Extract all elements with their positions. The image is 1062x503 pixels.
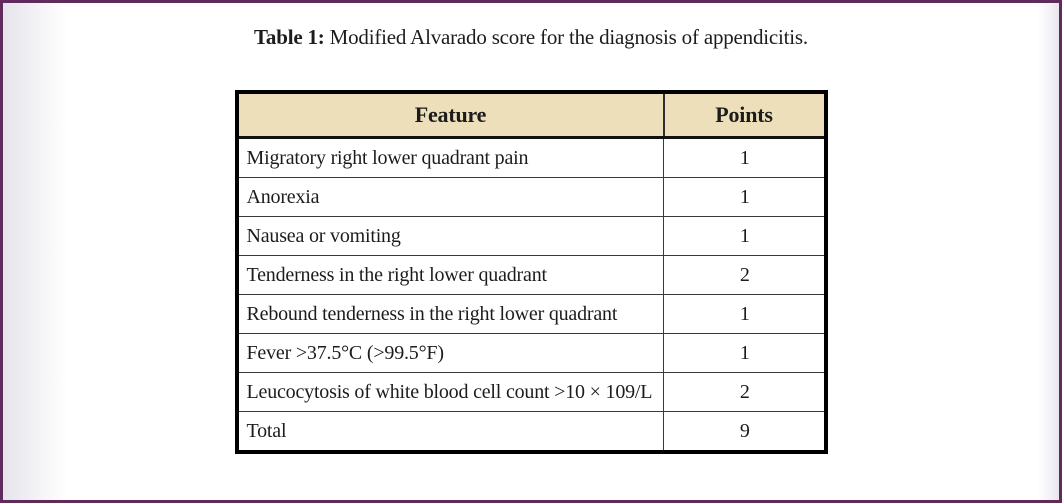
feature-cell: Total (237, 412, 664, 453)
table-row (237, 412, 826, 453)
column-header-feature: Feature (237, 92, 664, 138)
points-cell: 1 (664, 334, 826, 373)
points-cell: 1 (664, 138, 826, 178)
table-row (237, 373, 826, 412)
feature-cell: Fever >37.5°C (>99.5°F) (237, 334, 664, 373)
feature-cell: Migratory right lower quadrant pain (237, 138, 664, 178)
column-header-points: Points (664, 92, 826, 138)
feature-cell: Tenderness in the right lower quadrant (237, 256, 664, 295)
page-content (3, 25, 1059, 454)
table-row (237, 334, 826, 373)
table-header-row (237, 92, 826, 138)
points-cell: 1 (664, 178, 826, 217)
feature-cell: Nausea or vomiting (237, 217, 664, 256)
points-cell: 2 (664, 373, 826, 412)
feature-cell: Rebound tenderness in the right lower quadrant (237, 295, 664, 334)
points-cell: 1 (664, 217, 826, 256)
table-row (237, 256, 826, 295)
feature-cell: Anorexia (237, 178, 664, 217)
alvarado-score-table (235, 90, 828, 454)
table-row (237, 178, 826, 217)
table-caption (3, 25, 1059, 50)
table-row (237, 138, 826, 178)
table-caption-label: Table 1: (254, 25, 325, 49)
points-cell: 2 (664, 256, 826, 295)
feature-cell: Leucocytosis of white blood cell count >10 × 109/L (237, 373, 664, 412)
table-caption-text: Modified Alvarado score for the diagnosis of appendicitis. (324, 25, 808, 49)
points-cell: 1 (664, 295, 826, 334)
table-row (237, 217, 826, 256)
points-cell: 9 (664, 412, 826, 453)
table-row (237, 295, 826, 334)
